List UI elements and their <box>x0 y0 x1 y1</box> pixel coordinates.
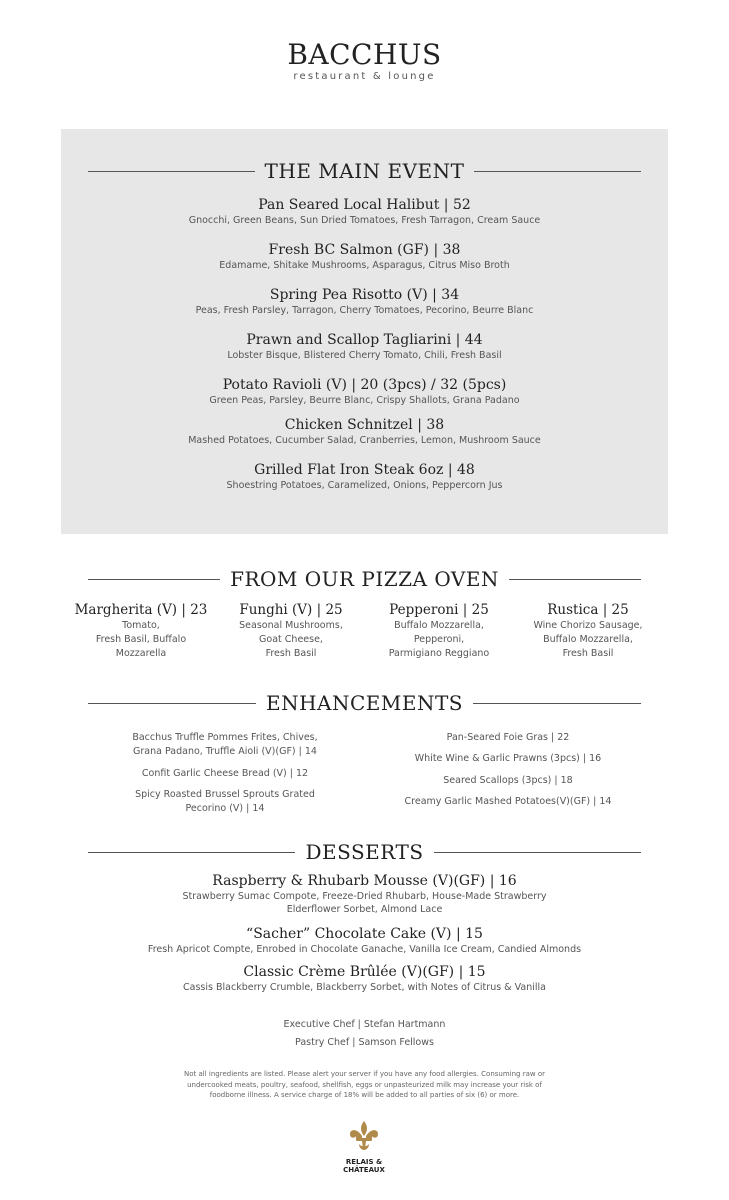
fleur-de-lis-icon <box>347 1120 381 1152</box>
menu-item-description: Lobster Bisque, Blistered Cherry Tomato, Chili, Fresh Basil <box>227 350 502 361</box>
enhancement-line: Pecorino (V) | 14 <box>185 803 265 814</box>
section-title: FROM OUR PIZZA OVEN <box>230 567 499 591</box>
enhancement-item <box>378 795 638 809</box>
divider-rule <box>88 579 220 580</box>
dessert-item <box>0 872 729 916</box>
divider-rule <box>88 852 295 853</box>
menu-item-name: Fresh BC Salmon (GF) | 38 <box>268 242 461 258</box>
dessert-name: Classic Crème Brûlée (V)(GF) | 15 <box>243 964 486 980</box>
description-line: Fresh Basil, Buffalo <box>95 634 187 645</box>
divider-rule <box>88 171 255 172</box>
menu-item-name: Chicken Schnitzel | 38 <box>284 417 445 433</box>
pizza-description <box>56 619 226 661</box>
description-line: Cassis Blackberry Crumble, Blackberry Sorbet, with Notes of Citrus & Vanilla <box>183 982 546 993</box>
main-event-heading <box>88 159 641 183</box>
description-line: Buffalo Mozzarella, <box>394 620 484 631</box>
notice-line: Not all ingredients are listed. Please alert your server if you have any food allergies. Consuming raw or <box>184 1070 545 1078</box>
menu-item-description: Edamame, Shitake Mushrooms, Asparagus, Citrus Miso Broth <box>219 260 510 271</box>
description-line: Seasonal Mushrooms, <box>239 620 343 631</box>
divider-rule <box>473 703 641 704</box>
enhancement-line: Bacchus Truffle Pommes Frites, Chives, <box>132 732 318 743</box>
enhancement-line: Pan-Seared Foie Gras | 22 <box>446 732 570 743</box>
pizza-description <box>354 619 524 661</box>
menu-item-description: Gnocchi, Green Beans, Sun Dried Tomatoes, Fresh Tarragon, Cream Sauce <box>188 215 541 226</box>
enhancement-line: Creamy Garlic Mashed Potatoes(V)(GF) | 14 <box>404 796 612 807</box>
menu-item-description: Mashed Potatoes, Cucumber Salad, Cranberries, Lemon, Mushroom Sauce <box>188 435 541 446</box>
description-line: Fresh Apricot Compte, Enrobed in Chocolate Ganache, Vanilla Ice Cream, Candied Almonds <box>147 944 582 955</box>
enhancement-item <box>100 731 350 759</box>
enhancement-line: Confit Garlic Cheese Bread (V) | 12 <box>141 768 309 779</box>
menu-item-description: Green Peas, Parsley, Beurre Blanc, Crispy Shallots, Grana Padano <box>209 395 520 406</box>
enhancement-item <box>378 774 638 788</box>
menu-item <box>61 286 668 317</box>
dessert-item <box>0 925 729 956</box>
menu-item <box>61 376 668 407</box>
divider-rule <box>509 579 641 580</box>
restaurant-subtitle: restaurant & lounge <box>293 71 436 82</box>
menu-item-description: Peas, Fresh Parsley, Tarragon, Cherry Tomatoes, Pecorino, Beurre Blanc <box>195 305 534 316</box>
menu-item-name: Grilled Flat Iron Steak 6oz | 48 <box>254 462 475 478</box>
description-line: Parmigiano Reggiano <box>388 648 490 659</box>
enhancement-line: White Wine & Garlic Prawns (3pcs) | 16 <box>414 753 602 764</box>
divider-rule <box>434 852 641 853</box>
description-line: Tomato, <box>122 620 160 631</box>
menu-item-name: Prawn and Scallop Tagliarini | 44 <box>246 332 483 348</box>
executive-chef: Executive Chef | Stefan Hartmann <box>283 1019 446 1030</box>
pizza-name: Funghi (V) | 25 <box>239 602 343 618</box>
menu-item <box>61 416 668 447</box>
enhancement-item <box>100 788 350 816</box>
menu-item-description: Shoestring Potatoes, Caramelized, Onions, Peppercorn Jus <box>226 480 503 491</box>
notice-line: undercooked meats, poultry, seafood, shellfish, eggs or unpasteurized milk may increase your risk of <box>187 1080 542 1089</box>
menu-item <box>61 461 668 492</box>
description-line: Buffalo Mozzarella, <box>543 634 633 645</box>
enhancement-item <box>378 752 638 766</box>
section-title: ENHANCEMENTS <box>266 691 464 715</box>
menu-item-name: Spring Pea Risotto (V) | 34 <box>269 287 460 303</box>
pizza-description <box>503 619 673 661</box>
pizza-description <box>206 619 376 661</box>
description-line: Fresh Basil <box>265 648 317 659</box>
pizza-name: Pepperoni | 25 <box>389 602 489 618</box>
dessert-description <box>0 890 729 916</box>
logo-text <box>334 1158 394 1174</box>
description-line: Goat Cheese, <box>259 634 323 645</box>
logo-line: CHÂTEAUX <box>343 1166 385 1174</box>
pizza-name: Rustica | 25 <box>547 602 629 618</box>
description-line: Strawberry Sumac Compote, Freeze-Dried Rhubarb, House-Made Strawberry <box>182 891 547 902</box>
divider-rule <box>474 171 641 172</box>
menu-item <box>61 331 668 362</box>
description-line: Mozzarella <box>115 648 167 659</box>
allergy-notice <box>150 1069 579 1101</box>
divider-rule <box>88 703 256 704</box>
enhancement-line: Grana Padano, Truffle Aioli (V)(GF) | 14 <box>133 746 317 757</box>
pizza-item <box>503 602 673 661</box>
desserts-heading <box>88 840 641 864</box>
enhancement-line: Spicy Roasted Brussel Sprouts Grated <box>135 789 315 800</box>
dessert-name: Raspberry & Rhubarb Mousse (V)(GF) | 16 <box>212 873 517 889</box>
restaurant-name: BACCHUS <box>287 38 442 71</box>
notice-line: foodborne illness. A service charge of 18% will be added to all parties of six (6) or more. <box>209 1091 520 1099</box>
pizza-item <box>56 602 226 661</box>
section-title: THE MAIN EVENT <box>264 159 465 183</box>
enhancement-item <box>378 731 638 745</box>
dessert-description <box>0 943 729 956</box>
logo-line: RELAIS & <box>345 1158 383 1166</box>
pizza-item <box>354 602 524 661</box>
dessert-description <box>0 981 729 994</box>
menu-item-name: Pan Seared Local Halibut | 52 <box>258 197 471 213</box>
pastry-chef: Pastry Chef | Samson Fellows <box>295 1037 434 1048</box>
description-line: Pepperoni, <box>413 634 465 645</box>
menu-item <box>61 241 668 272</box>
pizza-heading <box>88 567 641 591</box>
relais-chateaux-logo <box>334 1120 394 1174</box>
menu-item-name: Potato Ravioli (V) | 20 (3pcs) / 32 (5pcs) <box>222 377 507 393</box>
enhancement-item <box>100 767 350 781</box>
pizza-name: Margherita (V) | 23 <box>74 602 208 618</box>
section-title: DESSERTS <box>305 840 424 864</box>
brand-header <box>0 40 729 82</box>
pizza-item <box>206 602 376 661</box>
enhancement-line: Seared Scallops (3pcs) | 18 <box>443 775 573 786</box>
description-line: Fresh Basil <box>562 648 614 659</box>
dessert-name: “Sacher” Chocolate Cake (V) | 15 <box>246 926 483 942</box>
dessert-item <box>0 963 729 994</box>
menu-item <box>61 196 668 227</box>
description-line: Wine Chorizo Sausage, <box>533 620 643 631</box>
enhancements-heading <box>88 691 641 715</box>
description-line: Elderflower Sorbet, Almond Lace <box>286 904 443 915</box>
